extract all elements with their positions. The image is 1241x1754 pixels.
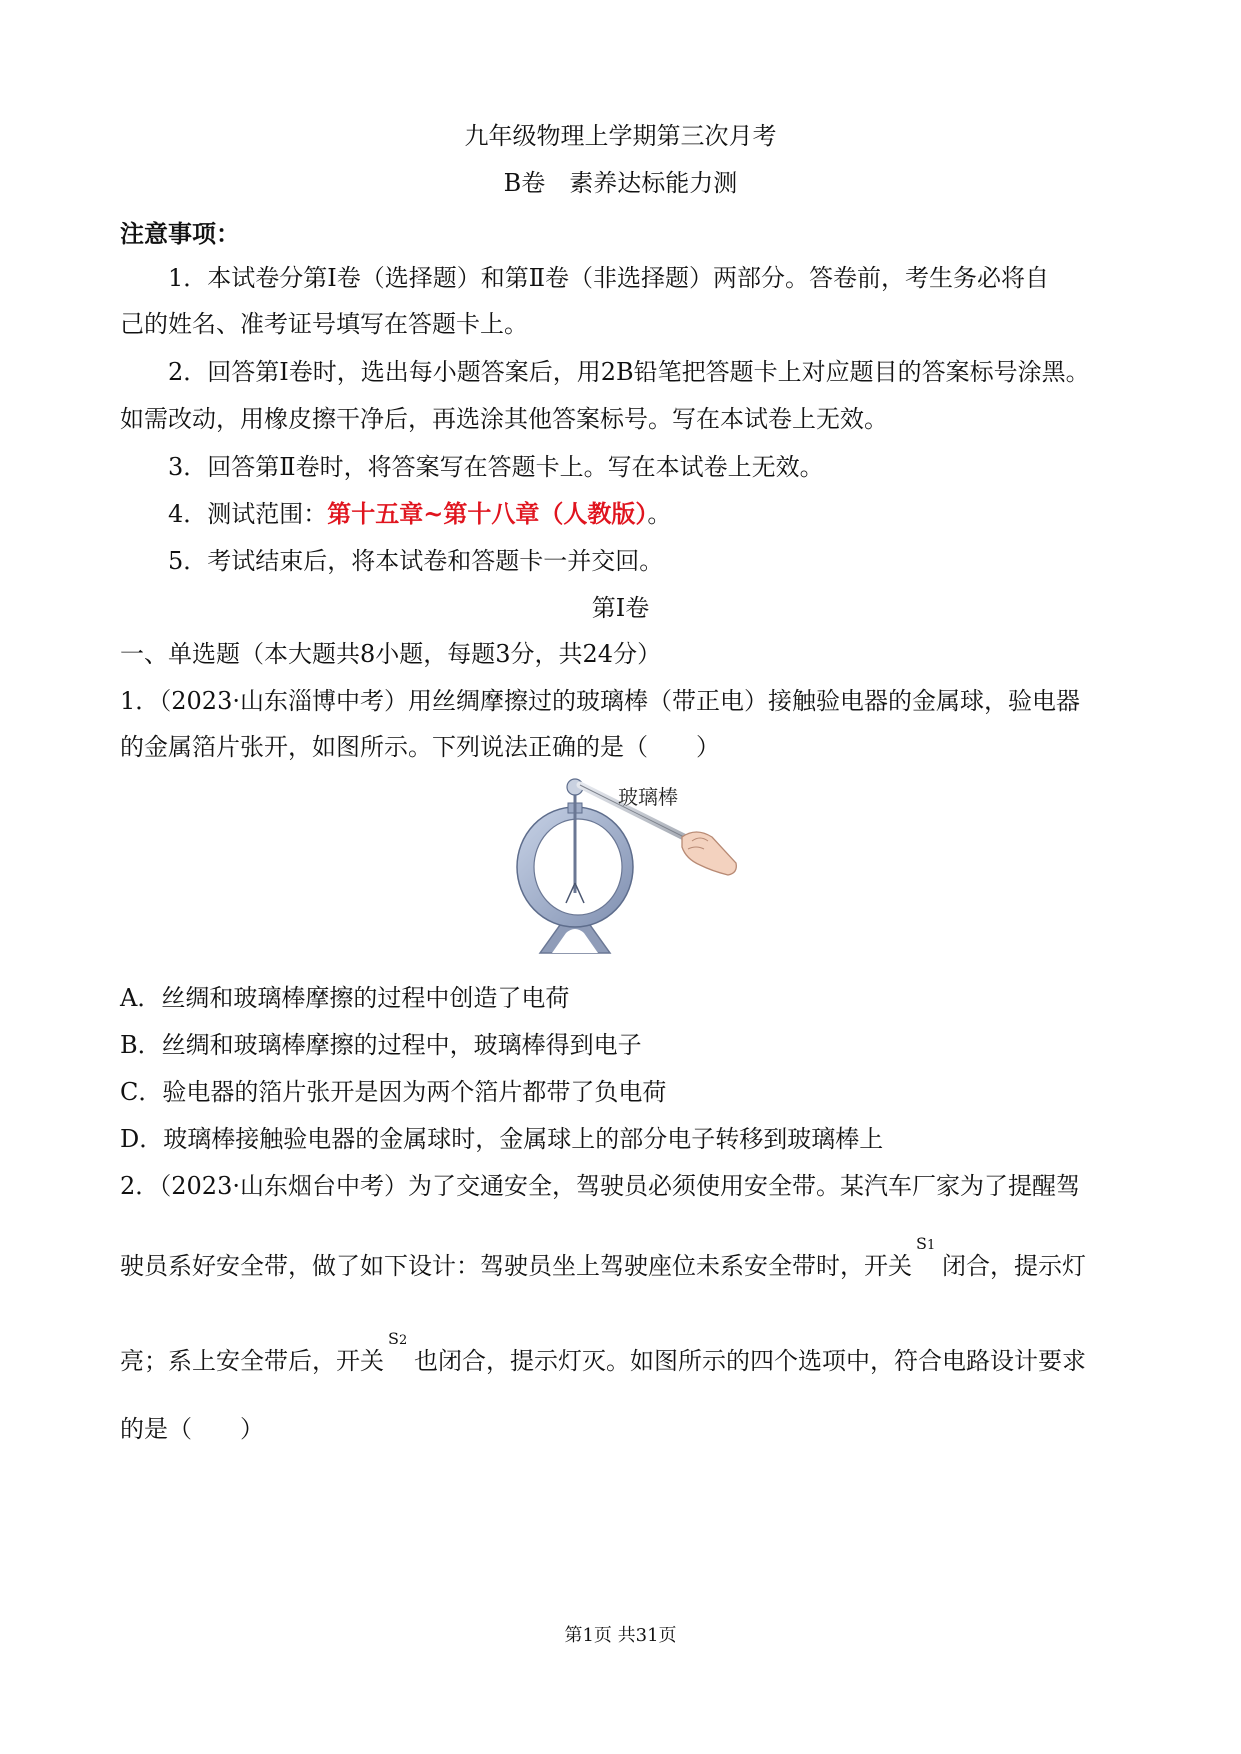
note-1-line-1: 1．本试卷分第Ⅰ卷（选择题）和第Ⅱ卷（非选择题）两部分。答卷前，考生务必将自 xyxy=(168,264,1050,292)
question-1-line-1: 1．（2023·山东淄博中考）用丝绸摩擦过的玻璃棒（带正电）接触验电器的金属球，验电器 xyxy=(120,687,1080,715)
option-c: C．验电器的箔片张开是因为两个箔片都带了负电荷 xyxy=(120,1078,667,1106)
note-1-line-2: 己的姓名、准考证号填写在答题卡上。 xyxy=(120,310,528,338)
exam-title: 九年级物理上学期第三次月考 xyxy=(464,122,777,150)
note-3: 3．回答第Ⅱ卷时，将答案写在答题卡上。写在本试卷上无效。 xyxy=(168,453,824,481)
note-4-suffix: 。 xyxy=(647,500,672,528)
question-2-line-1: 2．（2023·山东烟台中考）为了交通安全，驾驶员必须使用安全带。某汽车厂家为了提醒驾 xyxy=(120,1172,1080,1200)
exam-subtitle: B卷 素养达标能力测 xyxy=(503,169,738,197)
section-heading: 一、单选题（本大题共8小题，每题3分，共24分） xyxy=(120,640,662,668)
note-4-prefix: 4．测试范围： xyxy=(168,500,328,528)
note-4 xyxy=(168,498,1128,530)
option-b: B．丝绸和玻璃棒摩擦的过程中，玻璃棒得到电子 xyxy=(120,1031,642,1059)
s2-subscript: 2 xyxy=(398,1333,408,1348)
s1-letter: S xyxy=(916,1234,927,1253)
question-1-line-2: 的金属箔片张开，如图所示。下列说法正确的是（ ） xyxy=(120,733,720,761)
switch-s2-symbol xyxy=(384,1329,414,1377)
option-a: A．丝绸和玻璃棒摩擦的过程中创造了电荷 xyxy=(120,984,570,1012)
question-2-line-2-part-b: 闭合，提示灯 xyxy=(942,1252,1086,1280)
s1-subscript: 1 xyxy=(926,1238,936,1253)
note-5: 5．考试结束后，将本试卷和答题卡一并交回。 xyxy=(168,547,664,575)
electroscope-figure xyxy=(500,775,740,965)
note-2-line-1: 2．回答第Ⅰ卷时，选出每小题答案后，用2B铅笔把答题卡上对应题目的答案标号涂黑。 xyxy=(168,358,1090,386)
option-d: D．玻璃棒接触验电器的金属球时，金属球上的部分电子转移到玻璃棒上 xyxy=(120,1125,884,1153)
switch-s1-symbol xyxy=(912,1234,942,1282)
volume-title: 第Ⅰ卷 xyxy=(591,594,650,622)
notes-heading: 注意事项： xyxy=(120,219,240,248)
question-2-line-4: 的是（ ） xyxy=(120,1415,264,1443)
page-footer: 第1页 共31页 xyxy=(564,1625,677,1646)
s2-letter: S xyxy=(388,1329,399,1348)
question-2-line-2 xyxy=(120,1234,1130,1282)
question-2-line-2-part-a: 驶员系好安全带，做了如下设计：驾驶员坐上驾驶座位未系安全带时，开关 xyxy=(120,1252,912,1280)
test-scope-highlight: 第十五章~第十八章（人教版） xyxy=(327,499,648,528)
note-2-line-2: 如需改动，用橡皮擦干净后，再选涂其他答案标号。写在本试卷上无效。 xyxy=(120,405,888,433)
question-2-line-3-part-a: 亮；系上安全带后，开关 xyxy=(120,1347,384,1375)
glass-rod-label: 玻璃棒 xyxy=(618,785,678,809)
question-2-line-3 xyxy=(120,1329,1130,1377)
question-2-line-3-part-b: 也闭合，提示灯灭。如图所示的四个选项中，符合电路设计要求 xyxy=(414,1347,1086,1375)
